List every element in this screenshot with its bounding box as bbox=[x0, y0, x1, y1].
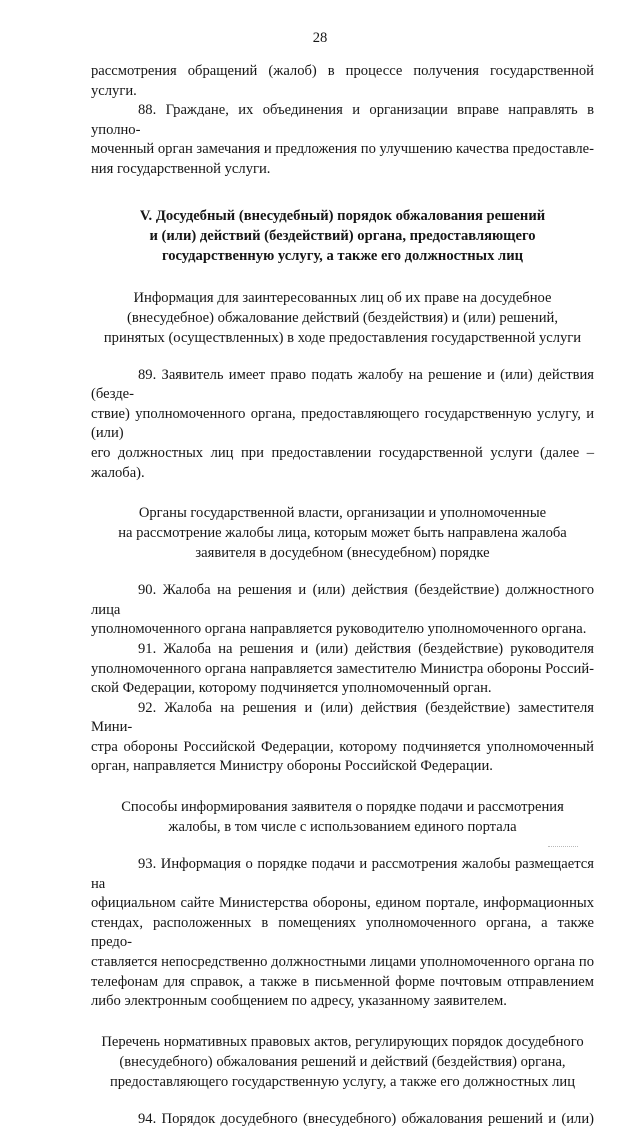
paragraph-88 bbox=[91, 101, 594, 179]
paragraph-continuation bbox=[91, 62, 594, 101]
page-number: 28 bbox=[312, 30, 328, 46]
paragraph-94 bbox=[91, 1110, 594, 1129]
section-heading-5 bbox=[91, 206, 594, 266]
subheading-line: заявителя в досудебном (внесудебном) порядке bbox=[195, 545, 490, 562]
text-line: 89. Заявитель имеет право подать жалобу на решение и (или) действия (безде- bbox=[91, 366, 594, 403]
text-line: 93. Информация о порядке подачи и рассмотрения жалобы размещается на bbox=[91, 856, 594, 892]
text-line: телефонам для справок, а также в письменной форме почтовым отправлением bbox=[91, 973, 594, 990]
subheading-line: принятых (осуществленных) в ходе предоставления государственной услуги bbox=[103, 329, 582, 346]
subheading-line: (внесудебное) обжалование действий (бездействия) и (или) решений, bbox=[127, 309, 558, 326]
text-line: 91. Жалоба на решения и (или) действия (бездействие) руководителя bbox=[138, 640, 594, 657]
text-line: стендах, расположенных в помещениях уполномоченного органа, а также предо- bbox=[91, 914, 594, 951]
text-line: рассмотрения обращений (жалоб) в процессе получения государственной услуги. bbox=[91, 63, 594, 99]
text-line: 92. Жалоба на решения и (или) действия (бездействие) заместителя Мини- bbox=[91, 699, 594, 736]
text-line: либо электронным сообщением по адресу, указанному заявителем. bbox=[91, 993, 507, 1010]
subheading-informing-methods bbox=[91, 797, 594, 837]
text-line: уполномоченного органа направляется заместителю Министра обороны Россий- bbox=[91, 660, 594, 677]
paragraph-90 bbox=[91, 581, 594, 640]
paragraph-93 bbox=[91, 855, 594, 1012]
text-line: 88. Граждане, их объединения и организации вправе направлять в уполно- bbox=[91, 102, 594, 138]
text-line: ния государственной услуги. bbox=[91, 160, 271, 177]
text-line: ставляется непосредственно должностными лицами уполномоченного органа по bbox=[91, 954, 594, 971]
text-line: 94. Порядок досудебного (внесудебного) обжалования решений и (или) bbox=[138, 1110, 594, 1127]
heading-line: V. Досудебный (внесудебный) порядок обжалования решений bbox=[139, 207, 546, 224]
paragraph-92 bbox=[91, 699, 594, 777]
text-line: уполномоченного органа направляется руководителю уполномоченного органа. bbox=[91, 621, 587, 638]
subheading-line: Способы информирования заявителя о порядке подачи и рассмотрения bbox=[121, 799, 564, 816]
text-line: стра обороны Российской Федерации, которому подчиняется уполномоченный bbox=[91, 738, 594, 755]
subheading-line: Перечень нормативных правовых актов, регулирующих порядок досудебного bbox=[101, 1033, 584, 1050]
subheading-line: на рассмотрение жалобы лица, которым может быть направлена жалоба bbox=[118, 525, 567, 542]
heading-line: и (или) действий (бездействий) органа, предоставляющего bbox=[149, 227, 536, 244]
text-line: ствие) уполномоченного органа, предоставляющего государственную услугу, и (или) bbox=[91, 405, 594, 442]
text-line: моченный орган замечания и предложения по улучшению качества предоставле- bbox=[91, 141, 594, 158]
paragraph-91 bbox=[91, 640, 594, 699]
subheading-line: Органы государственной власти, организации и уполномоченные bbox=[138, 505, 547, 522]
subheading-information-rights bbox=[91, 288, 594, 348]
text-line: официальном сайте Министерства обороны, едином портале, информационных bbox=[91, 895, 594, 912]
paragraph-89 bbox=[91, 366, 594, 484]
heading-line: государственную услугу, а также его должностных лиц bbox=[161, 247, 524, 264]
subheading-legal-acts bbox=[79, 1032, 606, 1092]
text-line: 90. Жалоба на решения и (или) действия (бездействие) должностного лица bbox=[91, 582, 594, 618]
subheading-line: Информация для заинтересованных лиц об их праве на досудебное bbox=[133, 289, 552, 306]
subheading-authorities bbox=[91, 503, 594, 563]
subheading-line: (внесудебного) обжалования решений и действий (бездействия) органа, bbox=[119, 1053, 566, 1070]
scan-artifact bbox=[548, 846, 578, 848]
subheading-line: предоставляющего государственную услугу, а также его должностных лиц bbox=[109, 1073, 576, 1090]
page-content bbox=[91, 62, 594, 1129]
subheading-line: жалобы, в том числе с использованием единого портала bbox=[168, 819, 517, 836]
text-line: орган, направляется Министру обороны Российской Федерации. bbox=[91, 758, 493, 775]
text-line: его должностных лиц при предоставлении государственной услуги (далее – жалоба). bbox=[91, 444, 594, 481]
text-line: ской Федерации, которому подчиняется уполномоченный орган. bbox=[91, 680, 492, 697]
